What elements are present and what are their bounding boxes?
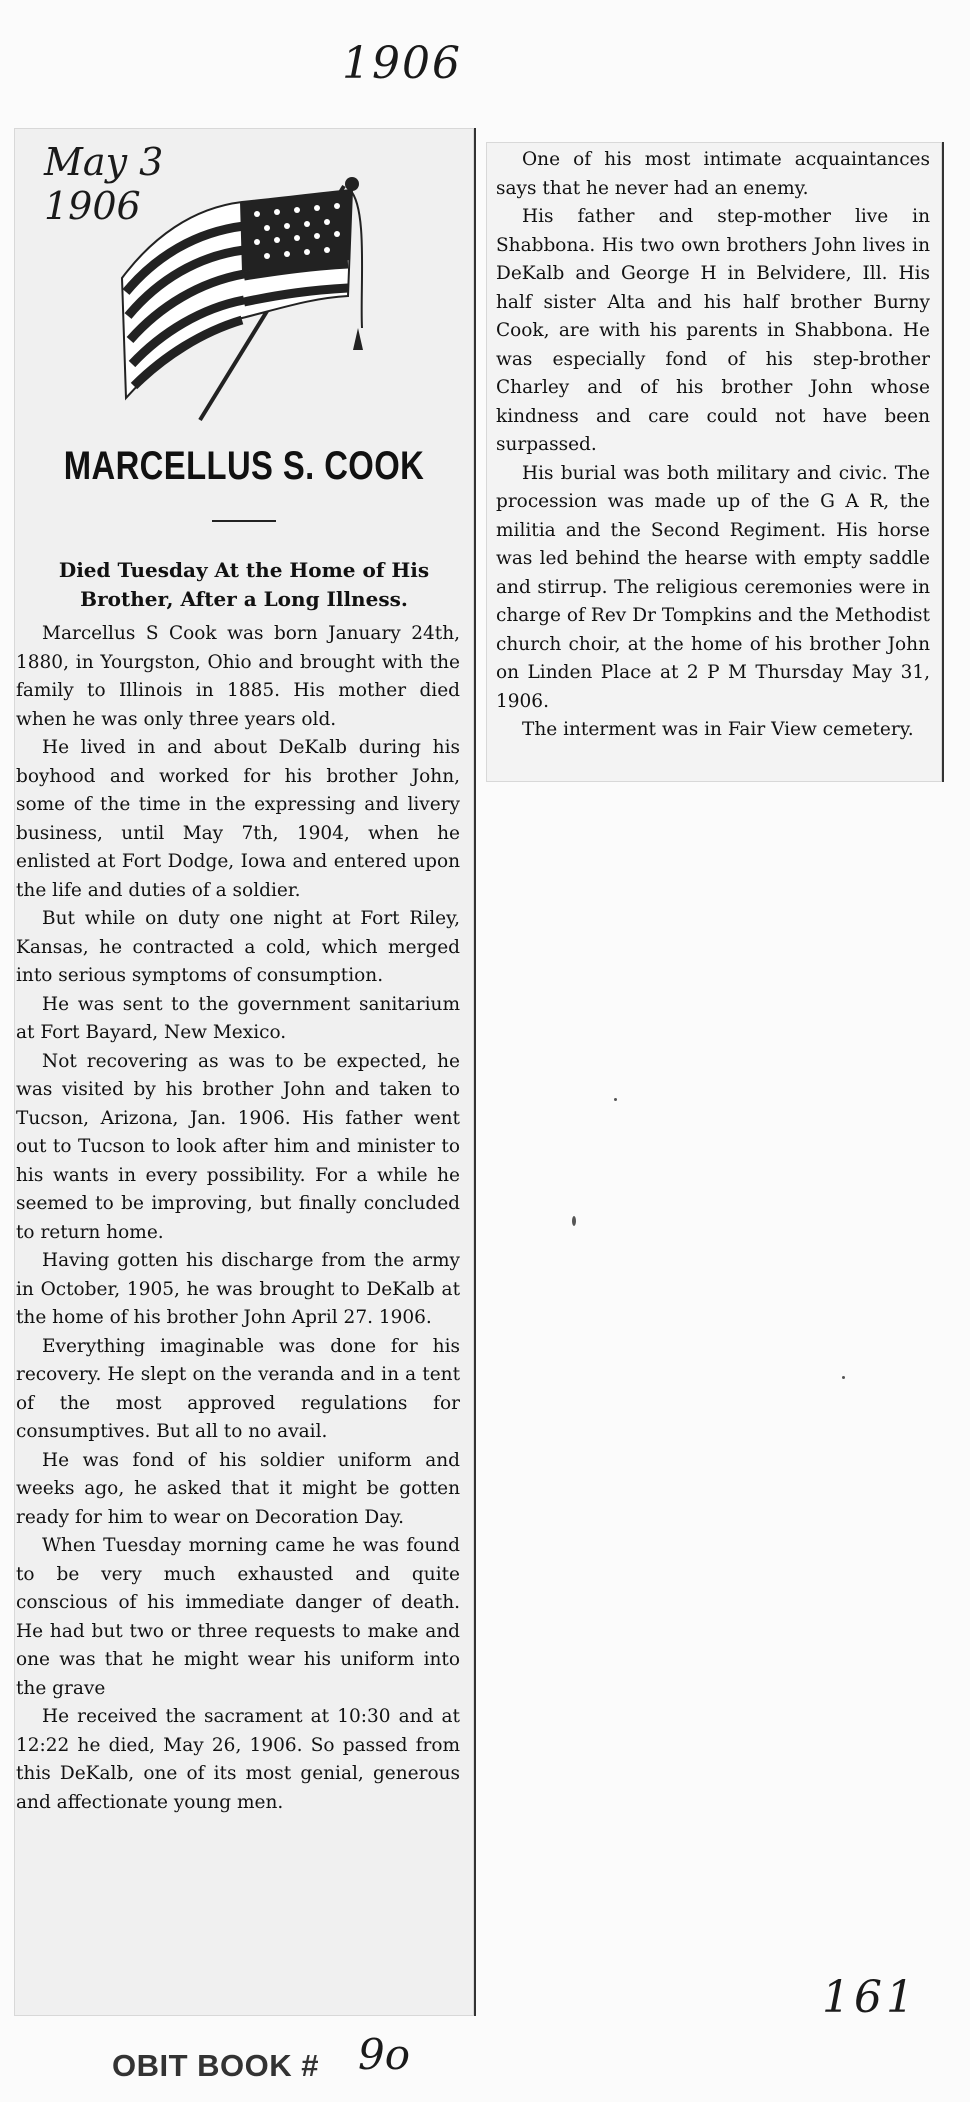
date-note-line2: 1906 [44,184,141,228]
article-body-right [496,146,930,745]
obituary-headline: MARCELLUS S. COOK [63,444,425,488]
obit-book-label: OBIT BOOK # [112,2048,320,2083]
article-paragraph: His father and step-mother live in Shabbona. His two own brothers John lives in DeKalb and George H in Belvidere, Ill. His half sister Alta and his half brother Burny Cook, are with his parents in Shabbona. He was especially fond of his step-brother Charley and of his brother John whose kindness and care could not have been surpassed. [496,206,930,455]
article-body-left [16,620,460,1817]
handwritten-year: 1906 [342,38,462,89]
article-paragraph: But while on duty one night at Fort Riley, Kansas, he contracted a cold, which merged into serious symptoms of consumption. [16,908,460,986]
headline-divider [212,520,276,522]
scan-speck [572,1216,576,1226]
handwritten-page-number: 161 [822,1972,918,2023]
article-paragraph: The interment was in Fair View cemetery. [522,719,914,740]
article-paragraph: He received the sacrament at 10:30 and at 12:22 he died, May 26, 1906. So passed from this DeKalb, one of its most genial, generous and affectionate young men. [16,1706,460,1813]
article-paragraph: Having gotten his discharge from the army in October, 1905, he was brought to DeKalb at the home of his brother John April 27. 1906. [16,1250,460,1328]
article-paragraph: His burial was both military and civic. The procession was made up of the G A R, the militia and the Second Regiment. His horse was led behind the hearse with empty saddle and stirrup. The religious ceremonies were in charge of Rev Dr Tompkins and the Methodist church choir, at the home of his brother John on Linden Place at 2 P M Thursday May 31, 1906. [496,462,930,712]
flag-illustration [112,168,382,428]
article-paragraph: He was fond of his soldier uniform and weeks ago, he asked that it might be gotten ready for him to wear on Decoration Day. [16,1449,460,1528]
obituary-subhead: Died Tuesday At the Home of His Brother, After a Long Illness. [58,558,430,611]
scan-speck [614,1098,617,1101]
date-note-line1: May 3 [44,140,164,184]
article-paragraph: One of his most intimate acquaintances says that he never had an enemy. [496,149,930,199]
article-paragraph: He lived in and about DeKalb during his boyhood and worked for his brother John, some of the time in the expressing and livery business, until May 7th, 1904, when he enlisted at Fort Dodge, Iowa and entered upon the life and duties of a soldier. [16,737,460,901]
article-paragraph: Marcellus S Cook was born January 24th, 1880, in Yourgston, Ohio and brought with the family to Illinois in 1885. His mother died when he was only three years old. [16,623,460,730]
article-paragraph: Not recovering as was to be expected, he was visited by his brother John and taken to Tucson, Arizona, Jan. 1906. His father went out to Tucson to look after him and minister to his wants in every possibility. For a while he seemed to be improving, but finally concluded to return home. [16,1050,460,1243]
article-paragraph: When Tuesday morning came he was found to be very much exhausted and quite conscious of his immediate danger of death. He had but two or three requests to make and one was that he might wear his uniform into the grave [16,1535,460,1699]
article-paragraph: He was sent to the government sanitarium at Fort Bayard, New Mexico. [16,993,460,1043]
flag-icon [122,177,363,420]
scan-speck [842,1376,845,1379]
article-paragraph: Everything imaginable was done for his recovery. He slept on the veranda and in a tent of the most approved regulations for consumptives. But all to no avail. [16,1335,460,1442]
handwritten-book-number: 9o [358,2030,411,2079]
